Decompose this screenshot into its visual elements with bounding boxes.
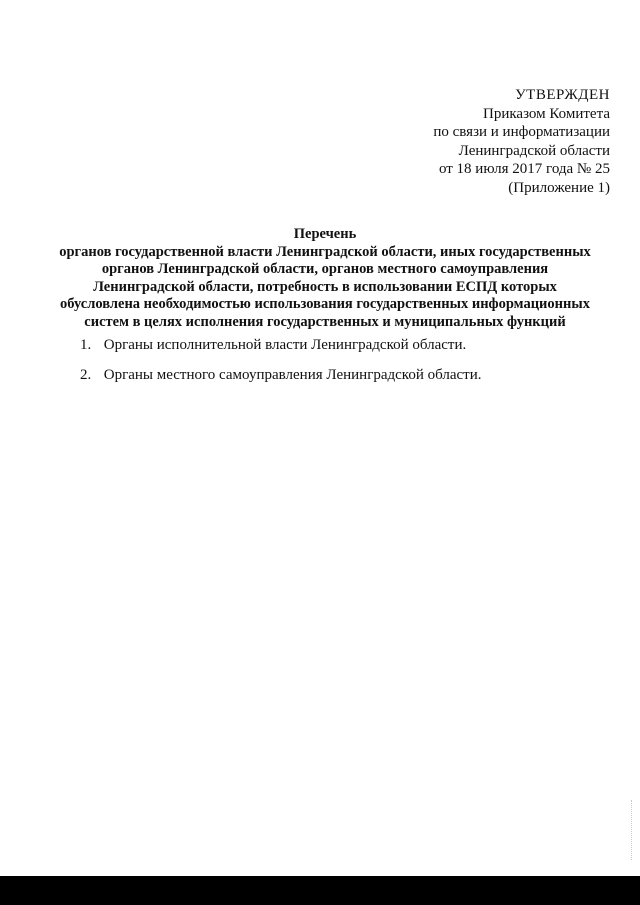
title-line: Ленинградской области, потребность в использовании ЕСПД которых	[93, 278, 557, 295]
list-item-text: Органы местного самоуправления Ленинградской области.	[103, 367, 482, 383]
list-item	[80, 366, 600, 384]
title-heading: Перечень	[293, 226, 357, 242]
title-line: систем в целях исполнения государственных и муниципальных функций	[84, 313, 566, 330]
scan-artifact	[631, 800, 634, 860]
approval-line-order: Приказом Комитета	[483, 105, 610, 122]
list-item-number: 1.	[80, 337, 92, 353]
list-item-text: Органы исполнительной власти Ленинградской области.	[103, 337, 467, 353]
title-line: органов Ленинградской области, органов местного самоуправления	[101, 261, 549, 277]
approval-line-committee: по связи и информатизации	[433, 124, 610, 140]
document-title	[40, 226, 610, 331]
title-line: органов государственной власти Ленинградской области, иных государственных	[59, 243, 591, 260]
organs-list	[80, 336, 600, 396]
title-line: обусловлена необходимостью использования государственных информационных	[60, 296, 590, 312]
approval-line-appendix: (Приложение 1)	[508, 179, 610, 196]
list-item	[80, 336, 600, 354]
list-item-number: 2.	[80, 367, 92, 383]
approval-line-region: Ленинградской области	[458, 142, 610, 159]
approval-stamp: УТВЕРЖДЕН	[515, 87, 610, 103]
approval-line-date: от 18 июля 2017 года № 25	[438, 161, 610, 177]
approval-block	[310, 86, 610, 197]
scan-bottom-border	[0, 876, 640, 905]
